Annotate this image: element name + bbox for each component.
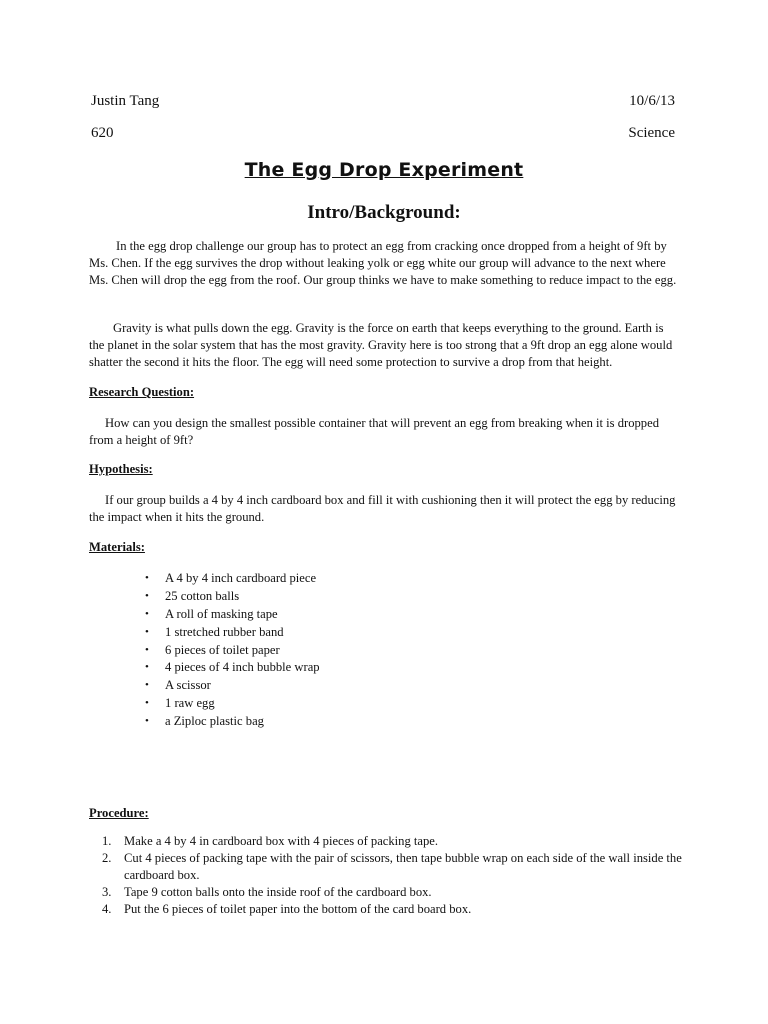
materials-list: [145, 570, 320, 731]
list-item: [145, 642, 320, 660]
list-item: [145, 677, 320, 695]
bullet-icon: •: [145, 589, 149, 602]
hypothesis-text: If our group builds a 4 by 4 inch cardboard box and fill it with cushioning then it will protect the egg by reducing the impact when it hits the ground.: [89, 493, 676, 524]
list-item: [145, 695, 320, 713]
intro-heading: Intro/Background:: [307, 202, 461, 223]
material-label: 1 stretched rubber band: [165, 624, 284, 639]
material-label: A 4 by 4 inch cardboard piece: [165, 571, 317, 585]
material-label: 4 pieces of 4 inch bubble wrap: [165, 660, 320, 675]
step-text: Tape 9 cotton balls onto the inside roof of the cardboard box.: [124, 885, 432, 899]
step-text: Put the 6 pieces of toilet paper into the bottom of the card board box.: [124, 902, 472, 916]
material-label: 6 pieces of toilet paper: [165, 642, 280, 657]
author-name: Justin Tang: [91, 93, 160, 109]
bullet-icon: •: [145, 625, 149, 638]
bullet-icon: •: [145, 661, 149, 674]
procedure-step: [102, 850, 682, 884]
subject: Science: [628, 125, 675, 141]
procedure-step: [102, 833, 682, 850]
material-label: A scissor: [165, 678, 211, 693]
materials-heading: Materials:: [89, 540, 145, 554]
list-item: [145, 588, 320, 606]
procedure-step: [102, 901, 682, 918]
step-number: 1.: [102, 834, 112, 848]
research-question-text: How can you design the smallest possible container that will prevent an egg from breaking when it is dropped from a height of 9ft?: [89, 416, 659, 447]
hypothesis-heading: Hypothesis:: [89, 462, 153, 476]
bullet-icon: •: [145, 697, 149, 710]
research-question-heading: Research Question:: [89, 385, 195, 399]
procedure-step: [102, 884, 682, 901]
intro-paragraph-1: In the egg drop challenge our group has to protect an egg from cracking once dropped from a height of 9ft by Ms. Chen. If the egg survives the drop without leaking yolk or egg white our group will advance to the next where Ms. Chen will drop the egg from the roof. Our group thinks we have to make something to reduce impact to the egg.: [89, 239, 677, 287]
document-title: The Egg Drop Experiment: [244, 159, 524, 181]
bullet-icon: •: [145, 715, 149, 728]
material-label: 25 cotton balls: [165, 588, 240, 603]
step-text: Make a 4 by 4 in cardboard box with 4 pieces of packing tape.: [124, 834, 439, 848]
intro-paragraph-2: Gravity is what pulls down the egg. Gravity is the force on earth that keeps everything to the ground. Earth is the planet in the solar system that has the most gravity. Gravity here is too strong that a 9ft drop an egg alone would shatter the second it hits the floor. The egg will need some protection to survive a drop from that height.: [89, 321, 673, 369]
bullet-icon: •: [145, 572, 149, 584]
procedure-list: [102, 833, 682, 918]
step-number: 2.: [102, 851, 112, 865]
step-number: 4.: [102, 902, 112, 916]
step-text: Cut 4 pieces of packing tape with the pair of scissors, then tape bubble wrap on each side of the wall inside the cardboard box.: [124, 851, 682, 882]
document-date: 10/6/13: [629, 93, 675, 109]
material-label: A roll of masking tape: [165, 606, 278, 621]
bullet-icon: •: [145, 607, 149, 620]
procedure-heading: Procedure:: [89, 806, 149, 820]
list-item: [145, 713, 320, 731]
list-item: [145, 659, 320, 677]
bullet-icon: •: [145, 643, 149, 656]
class-number: 620: [91, 125, 114, 141]
list-item: [145, 624, 320, 642]
list-item: [145, 606, 320, 624]
material-label: 1 raw egg: [165, 696, 215, 711]
material-label: a Ziploc plastic bag: [165, 714, 264, 729]
step-number: 3.: [102, 885, 112, 899]
bullet-icon: •: [145, 679, 149, 692]
list-item: [145, 570, 320, 588]
